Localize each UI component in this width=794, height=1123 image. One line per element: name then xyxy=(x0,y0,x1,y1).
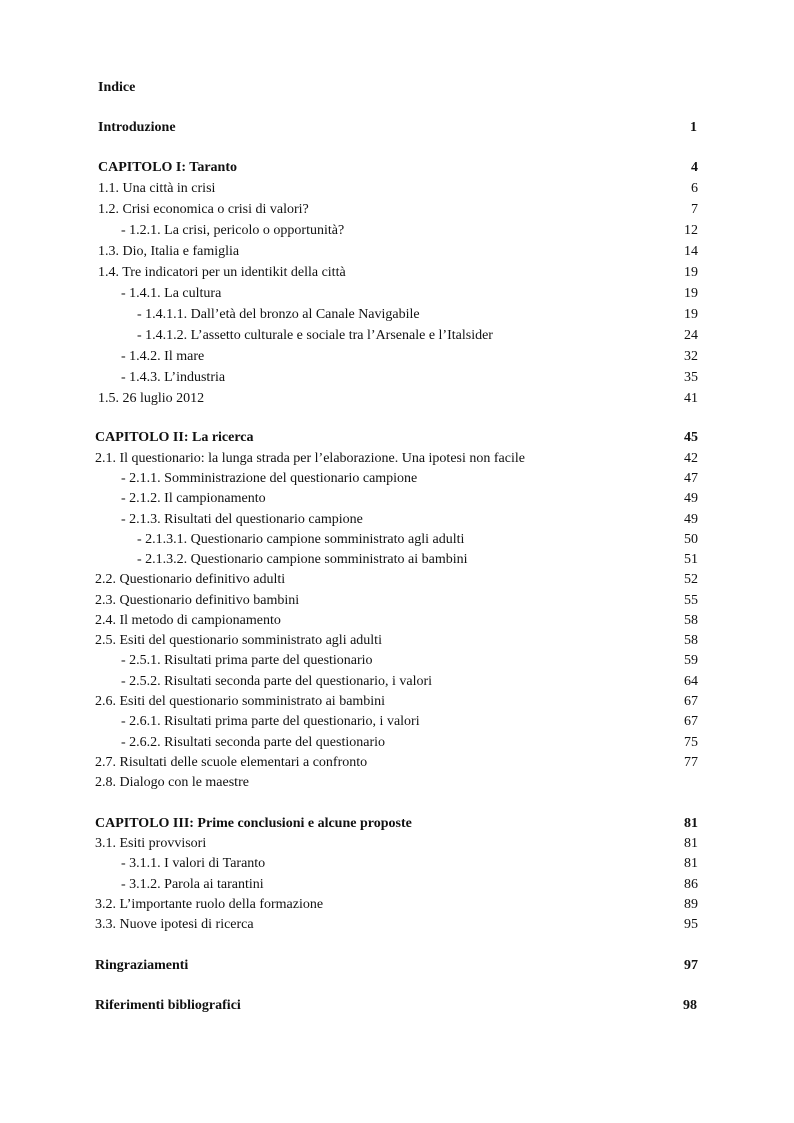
toc-entry-text: 2.7. Risultati delle scuole elementari a confronto xyxy=(95,755,368,770)
toc-entry-page: 95 xyxy=(684,917,698,932)
toc-entry xyxy=(0,368,794,388)
toc-entry-text: - 1.4.3. L’industria xyxy=(121,370,226,385)
toc-entry-page: 41 xyxy=(684,391,698,406)
toc-entry xyxy=(0,284,794,304)
toc-entry-text: 2.1. Il questionario: la lunga strada per l’elaborazione. Una ipotesi non facile xyxy=(95,451,525,466)
toc-entry-text: - 2.1.2. Il campionamento xyxy=(121,491,266,506)
toc-entry-page: 81 xyxy=(684,816,698,831)
toc-entry-page: 52 xyxy=(684,572,698,587)
toc-entry-page: 59 xyxy=(684,653,698,668)
toc-entry xyxy=(0,895,794,915)
toc-entry xyxy=(0,179,794,199)
toc-entry-page: 67 xyxy=(684,714,698,729)
toc-chapter-3 xyxy=(0,814,794,834)
toc-entry-text: 2.2. Questionario definitivo adulti xyxy=(95,572,286,587)
toc-entry xyxy=(0,489,794,509)
toc-entry-page: 32 xyxy=(684,349,698,364)
toc-entry-text: CAPITOLO I: Taranto xyxy=(98,160,237,175)
toc-entry xyxy=(0,550,794,570)
toc-entry xyxy=(0,510,794,530)
toc-entry-text: - 2.6.2. Risultati seconda parte del questionario xyxy=(121,735,385,750)
toc-entry-page: 98 xyxy=(683,998,697,1013)
toc-entry-text: - 2.5.1. Risultati prima parte del questionario xyxy=(121,653,373,668)
toc-entry xyxy=(0,753,794,773)
toc-entry-page: 58 xyxy=(684,633,698,648)
toc-entry-text: 1.3. Dio, Italia e famiglia xyxy=(98,244,240,259)
toc-entry-text: - 1.4.1.2. L’assetto culturale e sociale tra l’Arsenale e l’Italsider xyxy=(137,328,493,343)
toc-entry-page: 58 xyxy=(684,613,698,628)
toc-entry-text: - 1.4.1. La cultura xyxy=(121,286,222,301)
toc-entry-page: 81 xyxy=(684,856,698,871)
toc-entry-text: 3.1. Esiti provvisori xyxy=(95,836,207,851)
toc-entry-text: 2.5. Esiti del questionario somministrato agli adulti xyxy=(95,633,382,648)
toc-entry-text: 2.8. Dialogo con le maestre xyxy=(95,775,249,790)
toc-entry-page: 35 xyxy=(684,370,698,385)
toc-entry-text: 3.3. Nuove ipotesi di ricerca xyxy=(95,917,254,932)
toc-entry xyxy=(0,692,794,712)
toc-chapter-1 xyxy=(0,158,794,178)
toc-entry xyxy=(0,631,794,651)
toc-chapter-2 xyxy=(0,428,794,448)
toc-entry-text: 3.2. L’importante ruolo della formazione xyxy=(95,897,324,912)
toc-entry-ringraziamenti xyxy=(0,956,794,976)
toc-entry-text: - 3.1.2. Parola ai tarantini xyxy=(121,877,264,892)
toc-entry xyxy=(0,242,794,262)
toc-entry xyxy=(0,200,794,220)
toc-entry xyxy=(0,733,794,753)
toc-entry xyxy=(0,326,794,346)
toc-entry-text: 2.4. Il metodo di campionamento xyxy=(95,613,281,628)
toc-entry-text: 1.2. Crisi economica o crisi di valori? xyxy=(98,202,309,217)
toc-entry-page: 12 xyxy=(684,223,698,238)
toc-entry-text: 2.6. Esiti del questionario somministrato ai bambini xyxy=(95,694,386,709)
toc-entry-riferimenti-bibliografici xyxy=(0,996,794,1016)
toc-entry-page: 50 xyxy=(684,532,698,547)
toc-entry-page: 19 xyxy=(684,265,698,280)
toc-entry xyxy=(0,651,794,671)
toc-entry xyxy=(0,305,794,325)
index-title-text: Indice xyxy=(98,80,136,95)
toc-entry xyxy=(0,591,794,611)
toc-entry-text: 1.5. 26 luglio 2012 xyxy=(98,391,205,406)
toc-entry xyxy=(0,263,794,283)
toc-entry-page: 51 xyxy=(684,552,698,567)
toc-entry-page: 42 xyxy=(684,451,698,466)
toc-entry-page: 19 xyxy=(684,307,698,322)
toc-entry-text: - 1.4.2. Il mare xyxy=(121,349,205,364)
toc-entry-text: - 2.1.3.1. Questionario campione somministrato agli adulti xyxy=(137,532,465,547)
toc-entry xyxy=(0,347,794,367)
index-title xyxy=(0,78,794,98)
toc-entry-page: 6 xyxy=(691,181,698,196)
toc-entry-page: 1 xyxy=(690,120,697,135)
toc-entry-page: 55 xyxy=(684,593,698,608)
toc-entry-text: - 2.6.1. Risultati prima parte del questionario, i valori xyxy=(121,714,420,729)
toc-entry-text: - 2.1.3. Risultati del questionario campione xyxy=(121,512,363,527)
toc-entry-text: - 2.1.3.2. Questionario campione somministrato ai bambini xyxy=(137,552,468,567)
toc-entry-page: 67 xyxy=(684,694,698,709)
toc-entry-text: 2.3. Questionario definitivo bambini xyxy=(95,593,300,608)
toc-entry-page: 75 xyxy=(684,735,698,750)
toc-entry-page: 64 xyxy=(684,674,698,689)
toc-entry-page: 7 xyxy=(691,202,698,217)
toc-entry-text: - 1.2.1. La crisi, pericolo o opportunità? xyxy=(121,223,345,238)
toc-entry-page: 89 xyxy=(684,897,698,912)
toc-entry-page: 81 xyxy=(684,836,698,851)
toc-entry-page: 24 xyxy=(684,328,698,343)
toc-entry xyxy=(0,875,794,895)
toc-entry xyxy=(0,712,794,732)
toc-entry xyxy=(0,672,794,692)
toc-entry-page: 45 xyxy=(684,430,698,445)
toc-entry-text: Ringraziamenti xyxy=(95,958,189,973)
toc-entry-page: 4 xyxy=(691,160,698,175)
toc-entry-page: 14 xyxy=(684,244,698,259)
toc-entry-page: 19 xyxy=(684,286,698,301)
toc-entry xyxy=(0,773,794,793)
toc-entry-text: - 2.5.2. Risultati seconda parte del questionario, i valori xyxy=(121,674,433,689)
toc-entry-page: 49 xyxy=(684,491,698,506)
toc-entry-text: Introduzione xyxy=(98,120,176,135)
toc-entry-text: Riferimenti bibliografici xyxy=(95,998,241,1013)
toc-entry-page: 86 xyxy=(684,877,698,892)
toc-entry xyxy=(0,915,794,935)
toc-entry xyxy=(0,469,794,489)
toc-entry-text: 1.1. Una città in crisi xyxy=(98,181,216,196)
toc-entry xyxy=(0,530,794,550)
toc-entry-page: 97 xyxy=(684,958,698,973)
toc-entry-page: 49 xyxy=(684,512,698,527)
toc-entry xyxy=(0,834,794,854)
toc-entry-text: CAPITOLO II: La ricerca xyxy=(95,430,254,445)
toc-entry xyxy=(0,389,794,409)
toc-entry-page: 47 xyxy=(684,471,698,486)
toc-entry-text: - 1.4.1.1. Dall’età del bronzo al Canale Navigabile xyxy=(137,307,420,322)
toc-entry xyxy=(0,611,794,631)
toc-entry xyxy=(0,221,794,241)
toc-entry-text: - 3.1.1. I valori di Taranto xyxy=(121,856,266,871)
toc-entry xyxy=(0,570,794,590)
toc-entry xyxy=(0,854,794,874)
toc-entry-introduzione xyxy=(0,118,794,138)
toc-entry-page: 77 xyxy=(684,755,698,770)
toc-entry xyxy=(0,449,794,469)
toc-entry-text: - 2.1.1. Somministrazione del questionario campione xyxy=(121,471,418,486)
toc-entry-text: 1.4. Tre indicatori per un identikit della città xyxy=(98,265,346,280)
toc-entry-text: CAPITOLO III: Prime conclusioni e alcune proposte xyxy=(95,816,412,831)
